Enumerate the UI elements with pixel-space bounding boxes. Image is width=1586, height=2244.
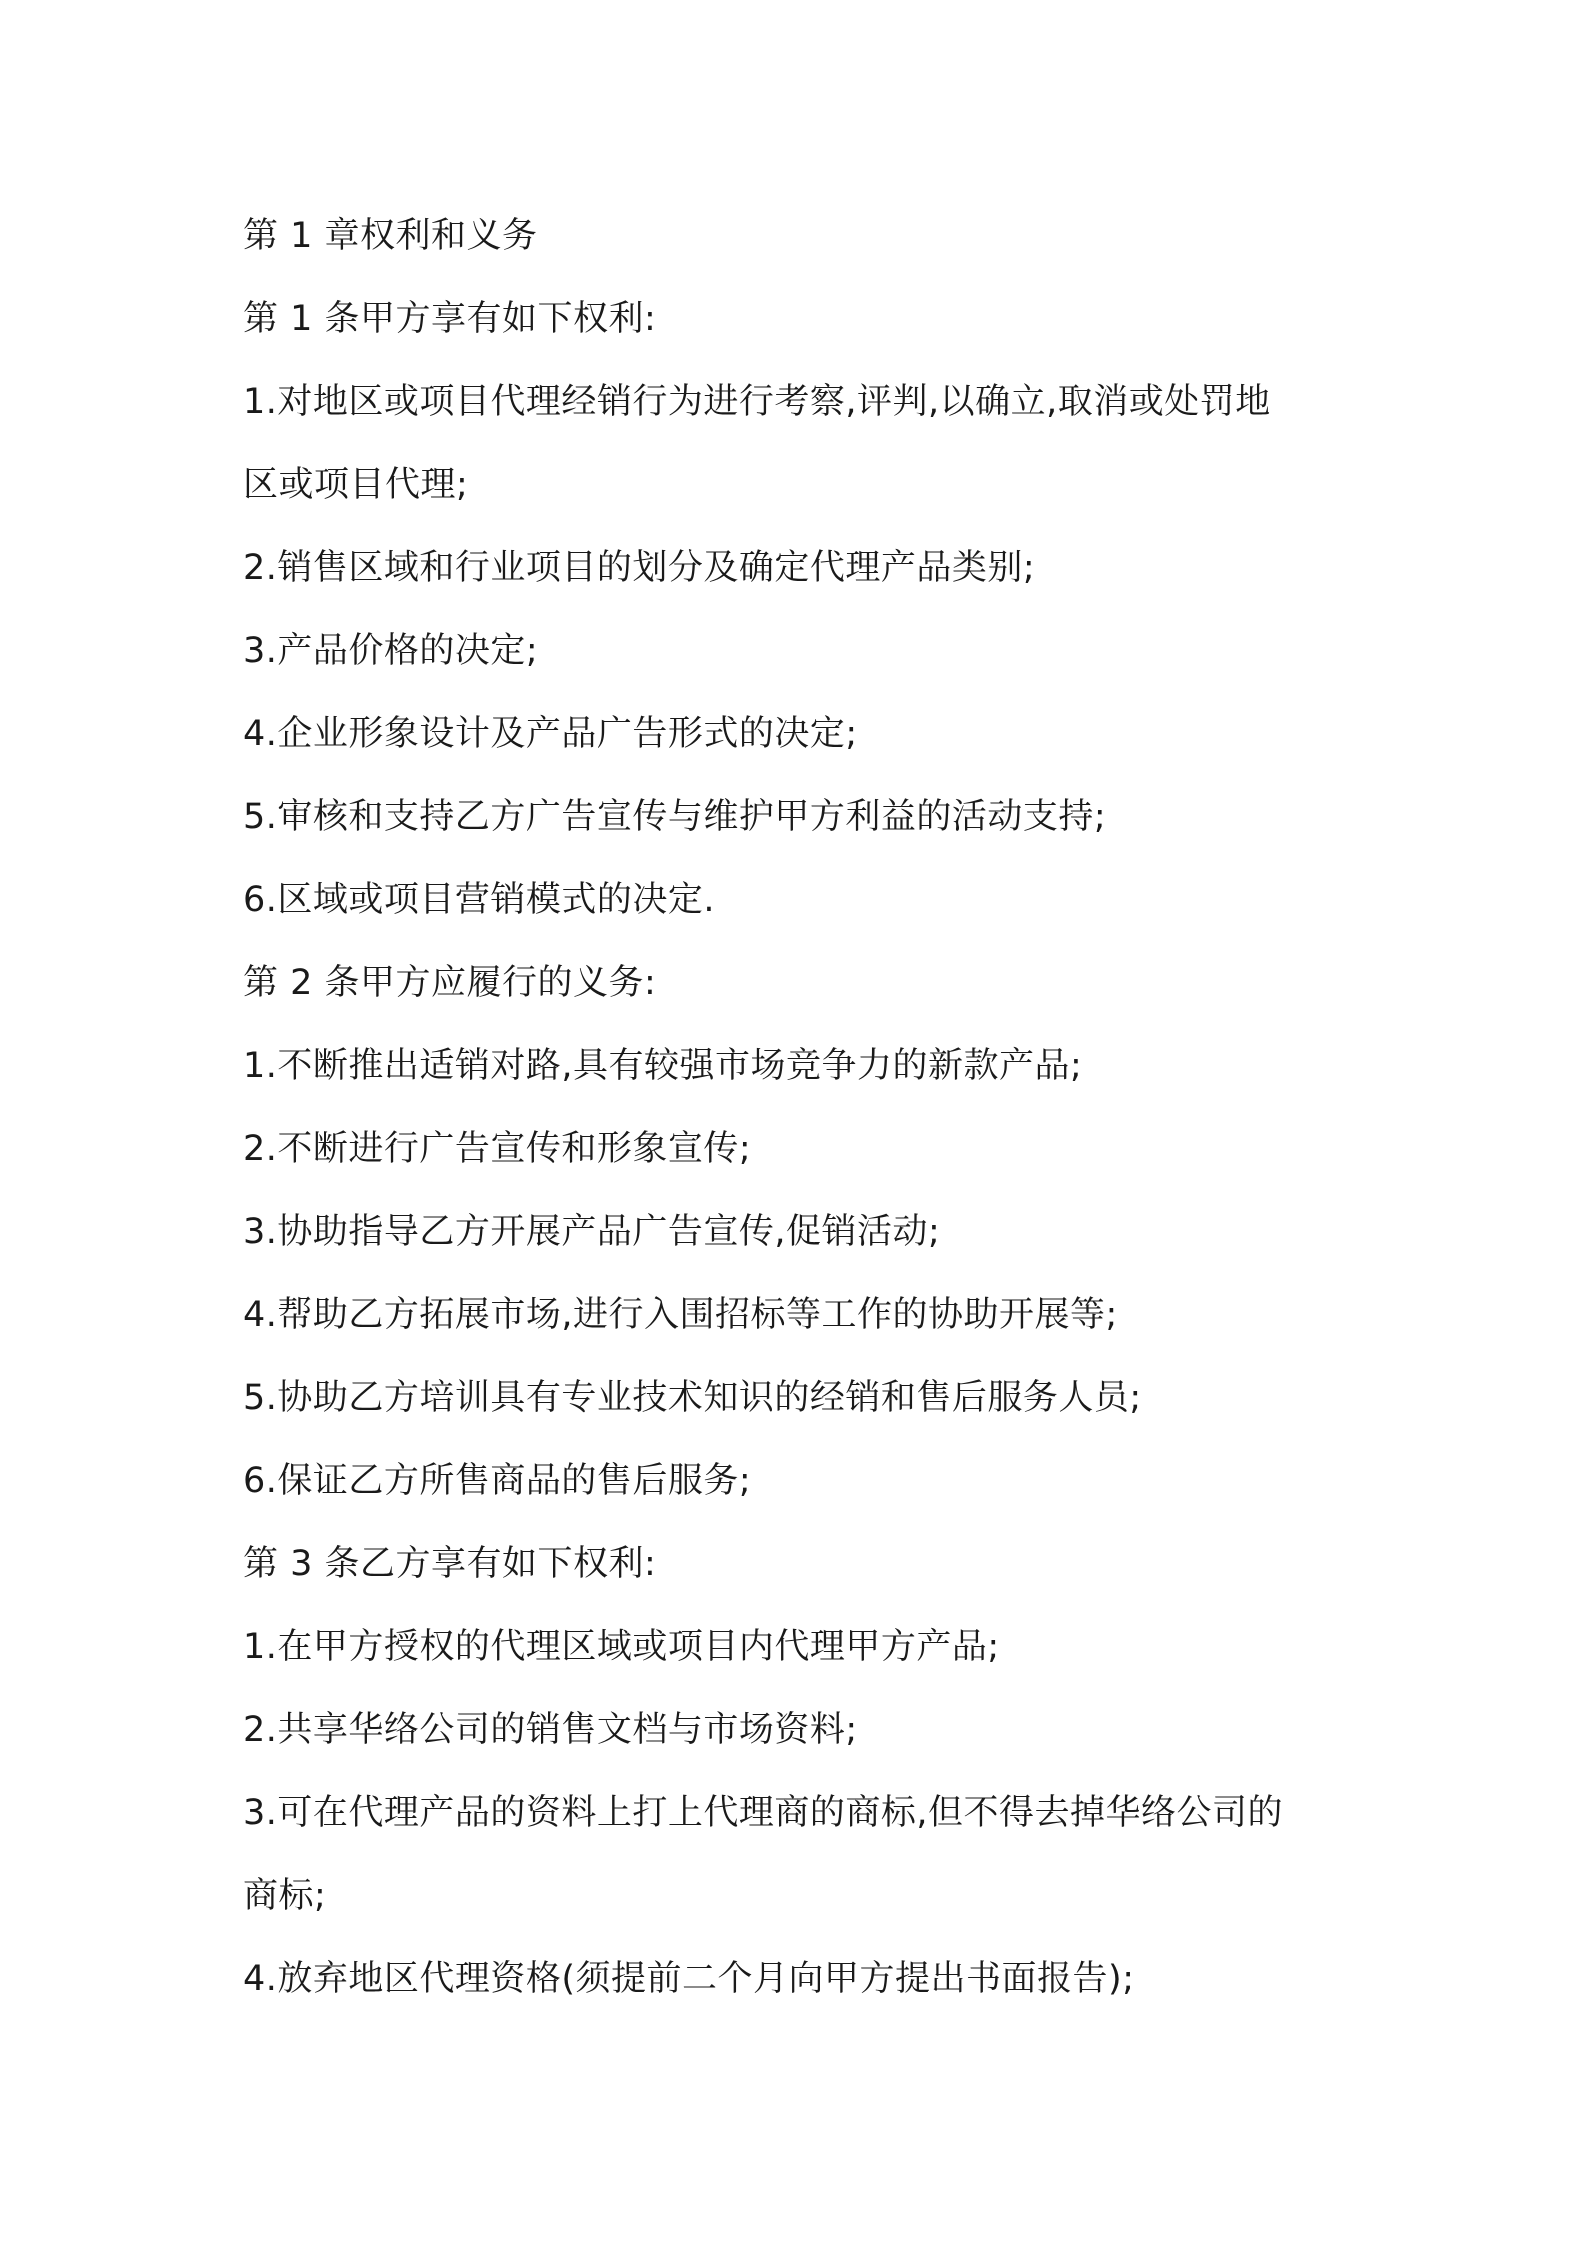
list-item: 3.产品价格的决定; (243, 631, 539, 671)
list-item: 1.在甲方授权的代理区域或项目内代理甲方产品; (243, 1627, 1000, 1667)
list-item: 4.企业形象设计及产品广告形式的决定; (243, 714, 858, 754)
list-item-continuation: 区或项目代理; (243, 465, 469, 505)
list-item: 2.共享华络公司的销售文档与市场资料; (243, 1710, 858, 1750)
list-item: 3.协助指导乙方开展产品广告宣传,促销活动; (243, 1212, 941, 1252)
article-heading: 第 1 条甲方享有如下权利: (243, 299, 657, 339)
list-item-continuation: 商标; (243, 1876, 327, 1916)
article-heading: 第 2 条甲方应履行的义务: (243, 963, 657, 1003)
list-item: 2.不断进行广告宣传和形象宣传; (243, 1129, 752, 1169)
list-item: 5.审核和支持乙方广告宣传与维护甲方利益的活动支持; (243, 797, 1107, 837)
list-item: 5.协助乙方培训具有专业技术知识的经销和售后服务人员; (243, 1378, 1142, 1418)
list-item: 3.可在代理产品的资料上打上代理商的商标,但不得去掉华络公司的 (243, 1793, 1284, 1833)
list-item: 6.保证乙方所售商品的售后服务; (243, 1461, 752, 1501)
list-item: 1.对地区或项目代理经销行为进行考察,评判,以确立,取消或处罚地 (243, 382, 1271, 422)
list-item: 2.销售区域和行业项目的划分及确定代理产品类别; (243, 548, 1036, 588)
list-item: 4.放弃地区代理资格(须提前二个月向甲方提出书面报告); (243, 1959, 1135, 1999)
list-item: 1.不断推出适销对路,具有较强市场竞争力的新款产品; (243, 1046, 1083, 1086)
document-body (243, 195, 1363, 2021)
chapter-heading: 第 1 章权利和义务 (243, 216, 538, 256)
list-item: 6.区域或项目营销模式的决定. (243, 880, 716, 920)
article-heading: 第 3 条乙方享有如下权利: (243, 1544, 657, 1584)
list-item: 4.帮助乙方拓展市场,进行入围招标等工作的协助开展等; (243, 1295, 1118, 1335)
